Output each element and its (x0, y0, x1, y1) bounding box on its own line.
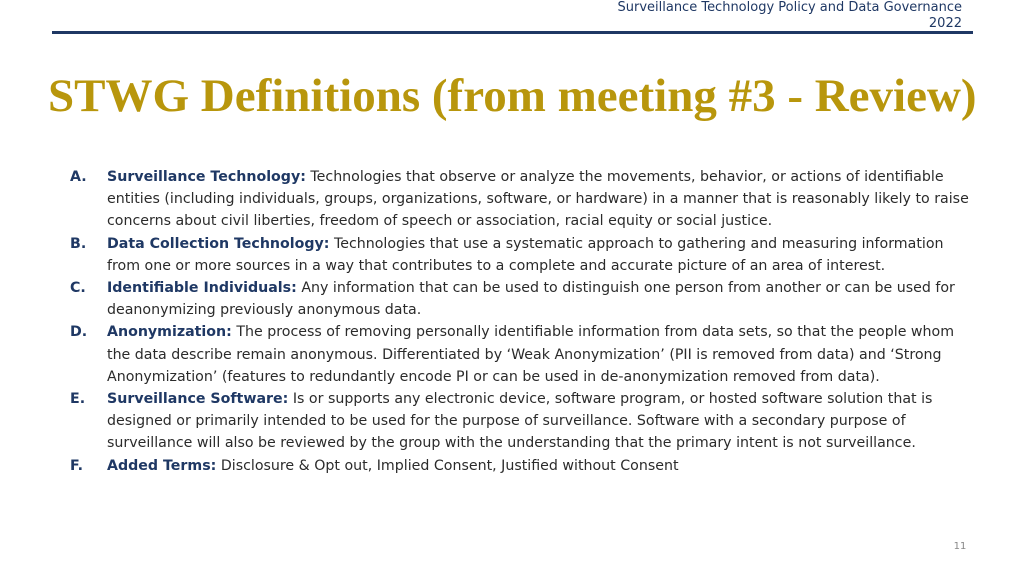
definition-item (70, 388, 976, 455)
definition-body (107, 233, 976, 277)
definition-letter: E. (70, 391, 86, 408)
header-text (542, 0, 962, 32)
definition-term: Surveillance Technology: (107, 169, 306, 185)
definition-text: Is or supports any electronic device, software program, or hosted software solution that is designed or primarily intended to be used for the purpose of surveillance. Software with a secondary purpose of surveillance will also be reviewed by the group with the understanding that the primary intent is not surveillance. (107, 391, 933, 452)
definition-item (70, 455, 976, 477)
definition-letter: D. (70, 324, 88, 341)
definition-body (107, 321, 976, 388)
definition-body (107, 277, 976, 321)
definition-item (70, 321, 976, 388)
definition-item (70, 233, 976, 277)
definition-term: Data Collection Technology: (107, 235, 330, 252)
definition-letter: C. (70, 280, 86, 297)
definition-body (107, 455, 976, 477)
definition-term: Identifiable Individuals: (107, 280, 297, 297)
definition-letter: A. (70, 169, 87, 185)
definition-body (107, 166, 976, 233)
definition-body (107, 388, 976, 455)
definition-text: Technologies that observe or analyze the movements, behavior, or actions of identifiable entities (including individuals, groups, organizations, software, or hardware) in a manner that is reasonably likely to raise concerns about civil liberties, freedom of speech or association, racial equity or social justice. (107, 169, 969, 230)
header-divider (52, 31, 973, 34)
definition-term: Anonymization: (107, 324, 232, 341)
header-title: Surveillance Technology Policy and Data Governance (617, 0, 962, 15)
definition-letter: B. (70, 235, 87, 252)
definition-letter: F. (70, 457, 83, 474)
definition-text: Any information that can be used to distinguish one person from another or can be used for deanonymizing previously anonymous data. (107, 280, 955, 319)
slide-title: STWG Definitions (from meeting #3 - Review) (48, 70, 977, 122)
header-year: 2022 (928, 16, 962, 31)
definition-item (70, 166, 976, 233)
definition-text: The process of removing personally identifiable information from data sets, so that the people whom the data describe remain anonymous. Differentiated by ‘Weak Anonymization’ (PII is removed from data) and ‘Strong Anonymization’ (features to redundantly encode PI or can be used in de-anonymization removed from data). (107, 324, 955, 385)
definition-item (70, 277, 976, 321)
definition-text: Technologies that use a systematic approach to gathering and measuring information from one or more sources in a way that contributes to a complete and accurate picture of an area of interest. (107, 235, 944, 274)
page-number: 11 (953, 541, 967, 552)
definition-term: Added Terms: (107, 457, 217, 474)
definition-term: Surveillance Software: (107, 391, 289, 408)
definition-text: Disclosure & Opt out, Implied Consent, Justified without Consent (220, 457, 679, 474)
definitions-list (70, 166, 976, 477)
